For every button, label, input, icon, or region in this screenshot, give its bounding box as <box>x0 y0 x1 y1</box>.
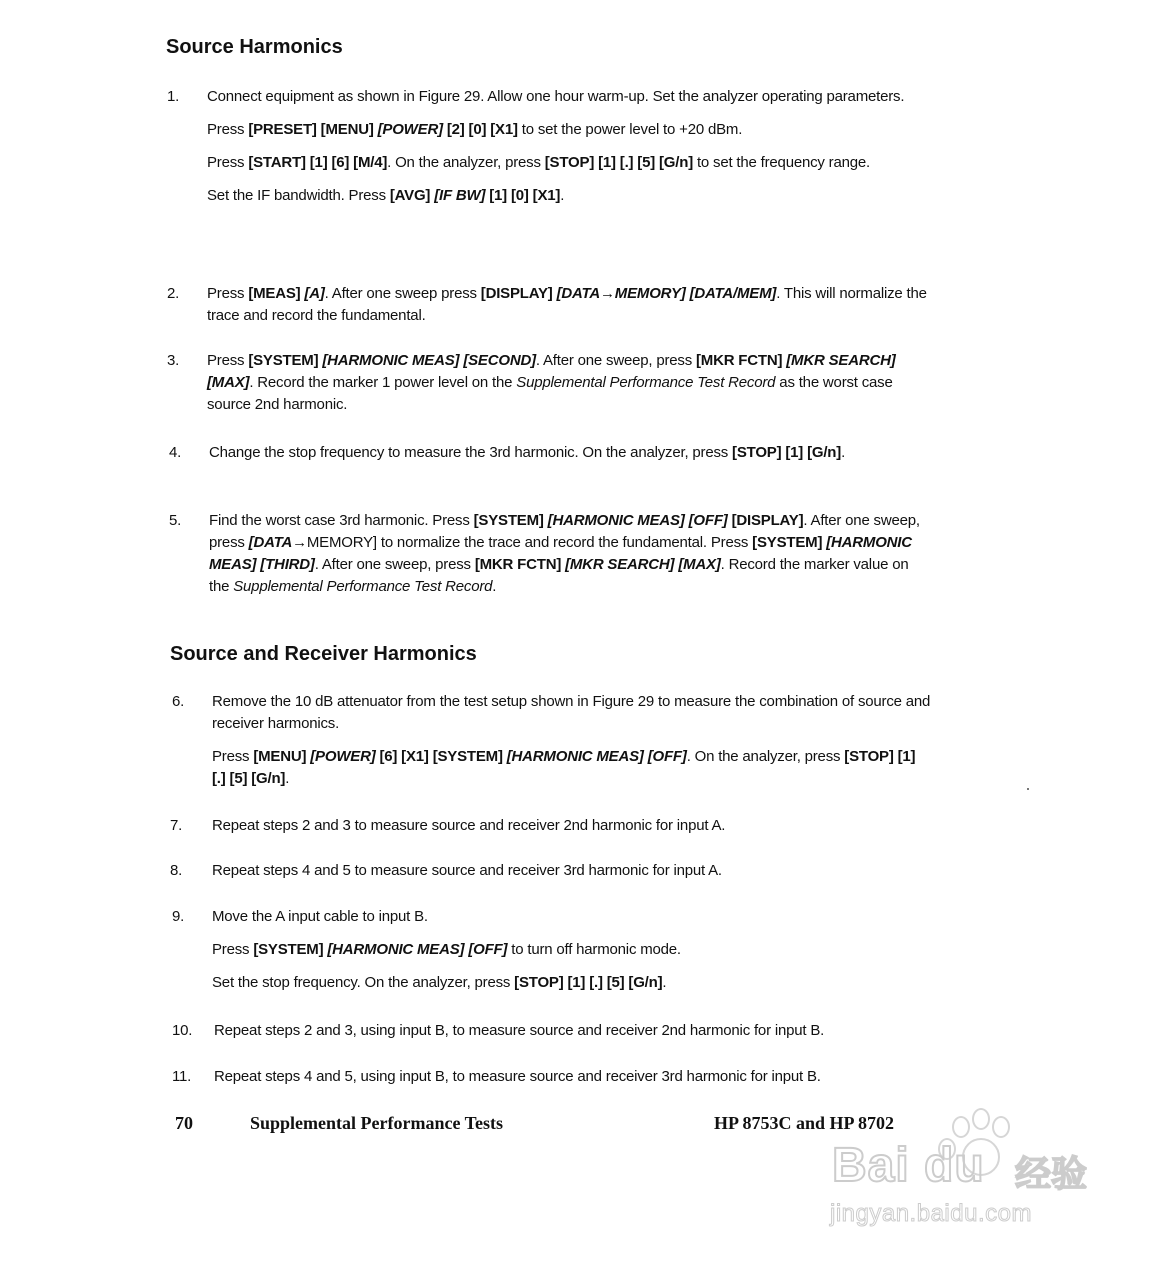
step-text: Repeat steps 4 and 5 to measure source and receiver 3rd harmonic for input A. <box>212 862 722 879</box>
step-text: Move the A input cable to input B. <box>212 908 428 925</box>
step-text: Repeat steps 2 and 3, using input B, to measure source and receiver 2nd harmonic for input B. <box>214 1022 825 1039</box>
footer-section-title: Supplemental Performance Tests <box>250 1113 503 1133</box>
step-instruction: Set the IF bandwidth. Press [AVG] [IF BW] [1] [0] [X1]. <box>207 187 565 204</box>
step-text: Remove the 10 dB attenuator from the test setup shown in Figure 29 to measure the combination of source and receiver harmonics. <box>212 693 931 732</box>
step-number: 10. <box>172 1022 193 1039</box>
baidu-jingyan-watermark <box>820 1108 1110 1238</box>
step-number: 1. <box>167 88 180 105</box>
step-text: Connect equipment as shown in Figure 29. Allow one hour warm-up. Set the analyzer operating parameters. <box>207 88 905 105</box>
step-4 <box>169 442 929 464</box>
step-number: 8. <box>170 862 183 879</box>
step-number: 2. <box>167 285 180 302</box>
step-number: 5. <box>169 512 182 529</box>
watermark-url: jingyan.baidu.com <box>830 1200 1032 1227</box>
scan-speck <box>1027 788 1029 790</box>
step-text: Change the stop frequency to measure the 3rd harmonic. On the analyzer, press [STOP] [1] [G/n]. <box>209 444 846 461</box>
step-3 <box>167 350 927 416</box>
step-text: Press [MEAS] [A]. After one sweep press [DISPLAY] [DATA→MEMORY] [DATA/MEM]. This will normalize the trace and record the fundamental. <box>207 285 927 324</box>
step-2 <box>167 283 927 327</box>
footer-product-name: HP 8753C and HP 8702 <box>714 1113 895 1133</box>
step-text: Repeat steps 2 and 3 to measure source and receiver 2nd harmonic for input A. <box>212 817 726 834</box>
step-instruction: Press [START] [1] [6] [M/4]. On the analyzer, press [STOP] [1] [.] [5] [G/n] to set the frequency range. <box>207 154 871 171</box>
watermark-chinese: 经验 <box>1015 1154 1088 1195</box>
step-instruction: Set the stop frequency. On the analyzer, press [STOP] [1] [.] [5] [G/n]. <box>212 974 667 991</box>
step-instruction: Press [PRESET] [MENU] [POWER] [2] [0] [X1] to set the power level to +20 dBm. <box>207 121 743 138</box>
step-7 <box>170 815 932 837</box>
step-number: 6. <box>172 693 185 710</box>
step-number: 9. <box>172 908 185 925</box>
step-text: Find the worst case 3rd harmonic. Press [SYSTEM] [HARMONIC MEAS] [OFF] [DISPLAY]. After one sweep, press [DATA→MEMORY] to normalize the trace and record the fundamental. Press [SYSTEM] [HARMONIC MEAS] [THIRD]. After one sweep, press [MKR FCTN] [MKR SEARCH] [MAX]. Record the marker value on the Supplemental Performance Test Record. <box>209 512 920 595</box>
step-11 <box>172 1066 934 1088</box>
step-text: Press [SYSTEM] [HARMONIC MEAS] [SECOND]. After one sweep, press [MKR FCTN] [MKR SEARCH] [MAX]. Record the marker 1 power level on the Supplemental Performance Test Record as the worst case source 2nd harmonic. <box>207 352 896 413</box>
step-number: 11. <box>172 1068 192 1085</box>
section-heading-source-receiver-harmonics: Source and Receiver Harmonics <box>170 643 477 665</box>
step-10 <box>172 1020 934 1042</box>
step-9 <box>172 906 932 994</box>
step-5 <box>169 510 929 598</box>
page-number: 70 <box>175 1113 193 1133</box>
step-8 <box>170 860 932 882</box>
step-number: 4. <box>169 444 182 461</box>
step-number: 3. <box>167 352 180 369</box>
step-6 <box>172 691 932 790</box>
watermark-brand: Bai du <box>832 1139 985 1192</box>
step-instruction: Press [MENU] [POWER] [6] [X1] [SYSTEM] [HARMONIC MEAS] [OFF]. On the analyzer, press [STOP] [1] [.] [5] [G/n]. <box>212 748 916 787</box>
section-heading-source-harmonics: Source Harmonics <box>166 36 343 58</box>
step-instruction: Press [SYSTEM] [HARMONIC MEAS] [OFF] to turn off harmonic mode. <box>212 941 681 958</box>
step-text: Repeat steps 4 and 5, using input B, to measure source and receiver 3rd harmonic for input B. <box>214 1068 821 1085</box>
step-number: 7. <box>170 817 183 834</box>
step-1 <box>167 86 927 207</box>
